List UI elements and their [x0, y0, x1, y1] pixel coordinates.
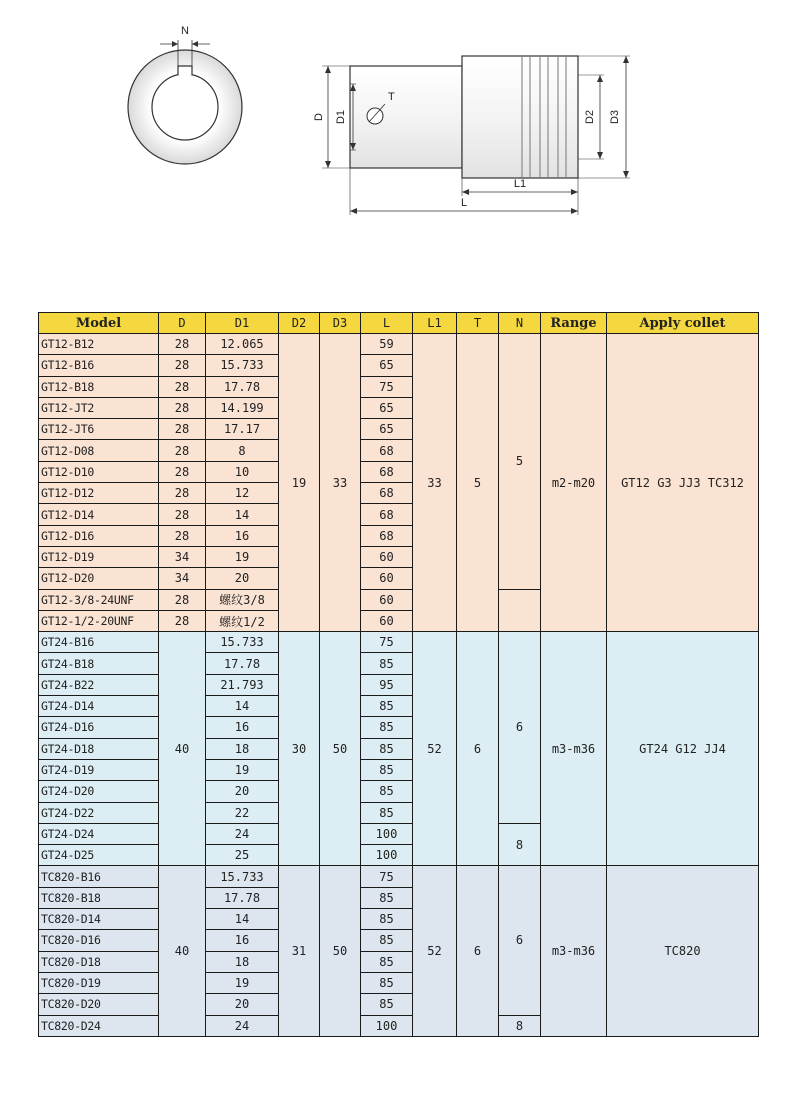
cell-model: GT12-D16	[39, 525, 159, 546]
cell-model: GT12-B18	[39, 376, 159, 397]
cell-range: m2-m20	[541, 334, 607, 632]
cell-d1: 22	[206, 802, 279, 823]
cell-model: GT12-1/2-20UNF	[39, 610, 159, 631]
header-apply-collet: Apply collet	[607, 313, 759, 334]
cell-l: 60	[361, 546, 413, 567]
cell-apply-collet: TC820	[607, 866, 759, 1036]
cell-l: 68	[361, 461, 413, 482]
cell-model: TC820-D18	[39, 951, 159, 972]
cell-d1: 16	[206, 525, 279, 546]
cell-d1: 14.199	[206, 397, 279, 418]
cell-l: 60	[361, 568, 413, 589]
cell-d: 40	[159, 866, 206, 1036]
label-d1: D1	[335, 109, 347, 125]
cell-n: 6	[499, 632, 541, 824]
header-l1: L1	[413, 313, 457, 334]
cell-model: GT24-D14	[39, 696, 159, 717]
cell-model: GT24-B16	[39, 632, 159, 653]
cell-d: 28	[159, 483, 206, 504]
cell-d1: 20	[206, 994, 279, 1015]
cell-t: 5	[457, 334, 499, 632]
cell-model: GT12-D20	[39, 568, 159, 589]
cell-model: GT12-B12	[39, 334, 159, 355]
header-d: D	[159, 313, 206, 334]
label-t: T	[388, 91, 395, 103]
cell-d1: 20	[206, 568, 279, 589]
table-row	[39, 866, 759, 887]
cell-t: 6	[457, 632, 499, 866]
cell-d1: 16	[206, 717, 279, 738]
cell-n: 5	[499, 334, 541, 590]
cell-d1: 15.733	[206, 632, 279, 653]
cell-l: 85	[361, 994, 413, 1015]
cell-d2: 31	[279, 866, 320, 1036]
cell-t: 6	[457, 866, 499, 1036]
cell-n-alt: 8	[499, 823, 541, 866]
cell-l1: 52	[413, 866, 457, 1036]
cell-l: 60	[361, 589, 413, 610]
cell-model: GT12-D08	[39, 440, 159, 461]
side-view	[313, 56, 630, 215]
cell-model: GT24-D18	[39, 738, 159, 759]
cell-d: 28	[159, 589, 206, 610]
cell-l: 65	[361, 397, 413, 418]
cell-d: 28	[159, 461, 206, 482]
cell-l1: 52	[413, 632, 457, 866]
table-header	[39, 313, 759, 334]
cell-d: 28	[159, 355, 206, 376]
cell-range: m3-m36	[541, 632, 607, 866]
cell-d1: 19	[206, 546, 279, 567]
cell-l: 65	[361, 355, 413, 376]
cell-model: GT12-JT2	[39, 397, 159, 418]
label-l1: L1	[513, 178, 527, 190]
cell-model: TC820-D16	[39, 930, 159, 951]
cell-d1: 16	[206, 930, 279, 951]
cell-d1: 10	[206, 461, 279, 482]
cell-model: TC820-D24	[39, 1015, 159, 1036]
cell-d1: 15.733	[206, 355, 279, 376]
cell-d1: 17.78	[206, 376, 279, 397]
cell-l: 85	[361, 696, 413, 717]
cell-d2: 30	[279, 632, 320, 866]
cell-d1: 24	[206, 1015, 279, 1036]
cell-model: GT24-D25	[39, 845, 159, 866]
cell-model: GT24-D19	[39, 759, 159, 780]
cell-l: 100	[361, 845, 413, 866]
cell-model: GT12-JT6	[39, 419, 159, 440]
cell-l: 85	[361, 909, 413, 930]
cell-model: GT24-D22	[39, 802, 159, 823]
cell-model: GT24-D24	[39, 823, 159, 844]
cell-model: TC820-D20	[39, 994, 159, 1015]
cell-l: 75	[361, 632, 413, 653]
cell-d2: 19	[279, 334, 320, 632]
header-l: L	[361, 313, 413, 334]
cell-d: 28	[159, 334, 206, 355]
cell-l: 75	[361, 376, 413, 397]
label-d2: D2	[584, 109, 596, 125]
cell-d1: 17.17	[206, 419, 279, 440]
cell-d1: 17.78	[206, 653, 279, 674]
cell-range: m3-m36	[541, 866, 607, 1036]
cell-d: 28	[159, 504, 206, 525]
spec-table	[38, 312, 759, 1037]
cell-d1: 螺纹3/8	[206, 589, 279, 610]
cell-model: GT12-D14	[39, 504, 159, 525]
cell-model: GT12-3/8-24UNF	[39, 589, 159, 610]
cell-model: TC820-D19	[39, 972, 159, 993]
cell-d3: 50	[320, 866, 361, 1036]
cell-d: 28	[159, 397, 206, 418]
cell-model: TC820-B16	[39, 866, 159, 887]
cell-d1: 20	[206, 781, 279, 802]
cell-l: 85	[361, 717, 413, 738]
cell-l: 100	[361, 823, 413, 844]
cell-d1: 18	[206, 738, 279, 759]
header-d1: D1	[206, 313, 279, 334]
cell-d: 28	[159, 440, 206, 461]
cell-d1: 19	[206, 972, 279, 993]
header-t: T	[457, 313, 499, 334]
cell-model: GT24-D20	[39, 781, 159, 802]
cell-d1: 14	[206, 696, 279, 717]
cell-d1: 12	[206, 483, 279, 504]
cell-d3: 50	[320, 632, 361, 866]
cell-l: 95	[361, 674, 413, 695]
header-n: N	[499, 313, 541, 334]
cell-l: 59	[361, 334, 413, 355]
cell-model: GT12-B16	[39, 355, 159, 376]
cell-l: 85	[361, 759, 413, 780]
cell-model: GT24-B22	[39, 674, 159, 695]
cell-d1: 螺纹1/2	[206, 610, 279, 631]
cell-l: 85	[361, 738, 413, 759]
cell-d1: 25	[206, 845, 279, 866]
cell-n: 6	[499, 866, 541, 1015]
cell-n-blank	[499, 589, 541, 632]
cell-model: GT24-D16	[39, 717, 159, 738]
cell-d1: 21.793	[206, 674, 279, 695]
cell-d1: 15.733	[206, 866, 279, 887]
header-d2: D2	[279, 313, 320, 334]
cell-model: TC820-B18	[39, 887, 159, 908]
label-d3: D3	[609, 109, 621, 125]
label-l: L	[460, 197, 468, 209]
cell-l: 100	[361, 1015, 413, 1036]
label-n: N	[181, 25, 189, 37]
cell-d: 40	[159, 632, 206, 866]
label-d: D	[313, 113, 325, 121]
cell-d: 28	[159, 419, 206, 440]
cell-model: GT12-D10	[39, 461, 159, 482]
header-model: Model	[39, 313, 159, 334]
cell-l: 65	[361, 419, 413, 440]
cell-l: 85	[361, 653, 413, 674]
cell-n-alt: 8	[499, 1015, 541, 1036]
cell-model: GT12-D12	[39, 483, 159, 504]
cell-l: 75	[361, 866, 413, 887]
cell-model: TC820-D14	[39, 909, 159, 930]
cell-l: 68	[361, 525, 413, 546]
cell-apply-collet: GT12 G3 JJ3 TC312	[607, 334, 759, 632]
cell-d1: 24	[206, 823, 279, 844]
cell-model: GT12-D19	[39, 546, 159, 567]
cell-l: 85	[361, 781, 413, 802]
cell-d: 34	[159, 568, 206, 589]
cell-d1: 14	[206, 504, 279, 525]
header-range: Range	[541, 313, 607, 334]
cell-d: 28	[159, 376, 206, 397]
cell-l: 85	[361, 887, 413, 908]
cell-l: 85	[361, 951, 413, 972]
cell-d: 34	[159, 546, 206, 567]
cell-d3: 33	[320, 334, 361, 632]
cell-d: 28	[159, 610, 206, 631]
cell-d: 28	[159, 525, 206, 546]
front-view	[128, 25, 242, 164]
cell-l1: 33	[413, 334, 457, 632]
cell-l: 85	[361, 972, 413, 993]
cell-apply-collet: GT24 G12 JJ4	[607, 632, 759, 866]
cell-l: 68	[361, 504, 413, 525]
table-row	[39, 334, 759, 355]
technical-drawing	[0, 0, 800, 300]
cell-l: 68	[361, 440, 413, 461]
cell-d1: 14	[206, 909, 279, 930]
cell-l: 85	[361, 930, 413, 951]
cell-l: 68	[361, 483, 413, 504]
cell-d1: 8	[206, 440, 279, 461]
cell-l: 60	[361, 610, 413, 631]
cell-d1: 17.78	[206, 887, 279, 908]
cell-d1: 12.065	[206, 334, 279, 355]
cell-model: GT24-B18	[39, 653, 159, 674]
cell-d1: 19	[206, 759, 279, 780]
cell-l: 85	[361, 802, 413, 823]
cell-d1: 18	[206, 951, 279, 972]
header-d3: D3	[320, 313, 361, 334]
table-row	[39, 632, 759, 653]
